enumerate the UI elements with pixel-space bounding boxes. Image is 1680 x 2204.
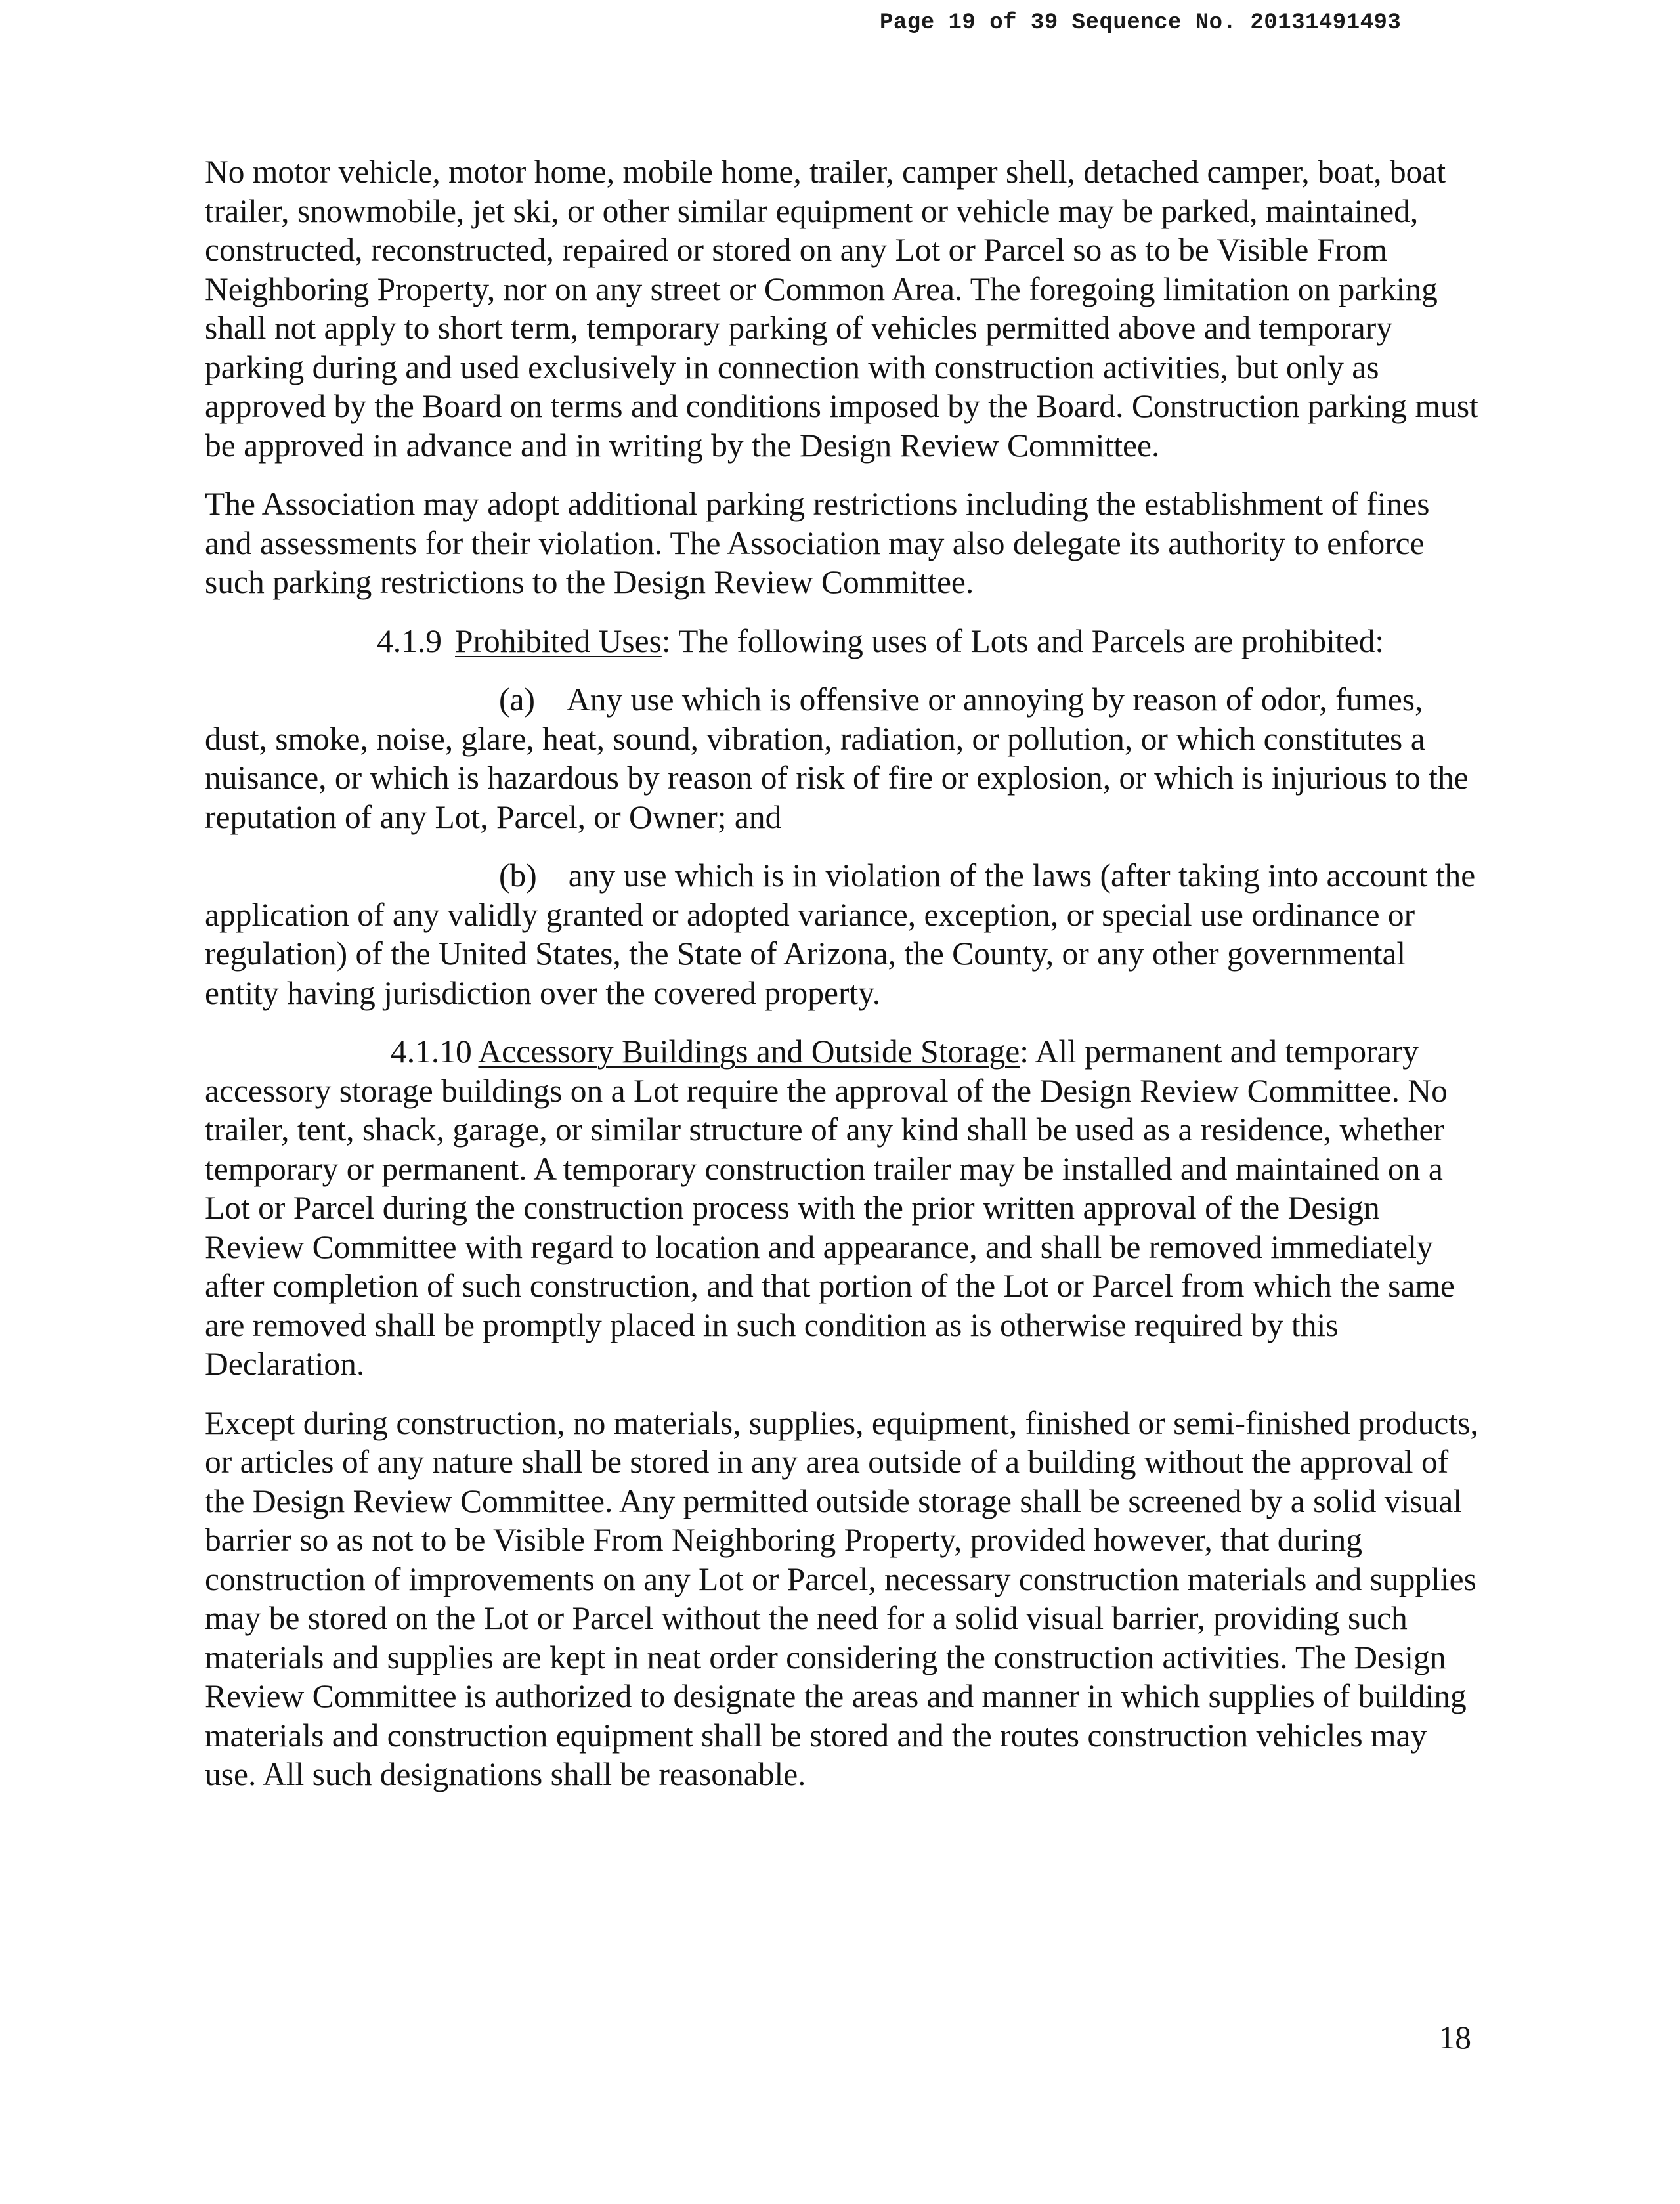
section-4-1-9 [205,622,1478,661]
list-item-b [205,856,1478,1012]
section-number: 4.1.9 [377,622,442,659]
page-number: 18 [1438,2020,1471,2056]
item-label: (b) [499,857,537,894]
paragraph-association-parking-restrictions: The Association may adopt additional parking restrictions including the establishment of fines and assessments for their violation. The Association may also delegate its authority to enforce such parking restrictions to the Design Review Committee. [205,486,1430,600]
item-text: any use which is in violation of the laws (after taking into account the application of any validly granted or adopted variance, exception, or special use ordinance or regulation) of the United States, the State of Arizona, the County, or any other governmental entity having jurisdiction over the covered property. [205,857,1476,1011]
section-heading: Prohibited Uses [455,622,662,659]
paragraph-outside-storage: Except during construction, no materials, supplies, equipment, finished or semi-finished products, or articles of any nature shall be stored in any area outside of a building without the approval of the Design Review Committee. Any permitted outside storage shall be screened by a solid visual barrier so as not to be Visible From Neighboring Property, provided however, that during construction of improvements on any Lot or Parcel, necessary construction materials and supplies may be stored on the Lot or Parcel without the need for a solid visual barrier, providing such materials and supplies are kept in neat order considering the construction activities. The Design Review Committee is authorized to designate the areas and manner in which supplies of building materials and construction equipment shall be stored and the routes construction vehicles may use. All such designations shall be reasonable. [205,1404,1478,1792]
section-text: : The following uses of Lots and Parcels are prohibited: [661,622,1385,659]
page-sequence-stamp: Page 19 of 39 Sequence No. 20131491493 [880,11,1402,35]
item-label: (a) [499,681,535,718]
section-number: 4.1.10 [391,1033,472,1070]
paragraph-vehicle-parking: No motor vehicle, motor home, mobile home, trailer, camper shell, detached camper, boat, boat trailer, snowmobile, jet ski, or other similar equipment or vehicle may be parked, maintained, constructed, reconstructed, repaired or stored on any Lot or Parcel so as to be Visible From Neighboring Property, nor on any street or Common Area. The foregoing limitation on parking shall not apply to short term, temporary parking of vehicles permitted above and temporary parking during and used exclusively in connection with construction activities, but only as approved by the Board on terms and conditions imposed by the Board. Construction parking must be approved in advance and in writing by the Design Review Committee. [205,154,1478,464]
item-text: Any use which is offensive or annoying by reason of odor, fumes, dust, smoke, noise, glare, heat, sound, vibration, radiation, or pollution, or which constitutes a nuisance, or which is hazardous by reason of risk of fire or explosion, or which is injurious to the reputation of any Lot, Parcel, or Owner; and [205,681,1469,835]
list-item-a [205,680,1478,836]
section-heading: Accessory Buildings and Outside Storage [478,1033,1020,1070]
section-text: : All permanent and temporary accessory storage buildings on a Lot require the approval of the Design Review Committee. No trailer, tent, shack, garage, or similar structure of any kind shall be used as a residence, whether temporary or permanent. A temporary construction trailer may be installed and maintained on a Lot or Parcel during the construction process with the prior written approval of the Design Review Committee with regard to location and appearance, and shall be removed immediately after completion of such construction, and that portion of the Lot or Parcel from which the same are removed shall be promptly placed in such condition as is otherwise required by this Declaration. [205,1033,1455,1382]
document-body [205,152,1478,1814]
section-4-1-10 [205,1032,1478,1384]
